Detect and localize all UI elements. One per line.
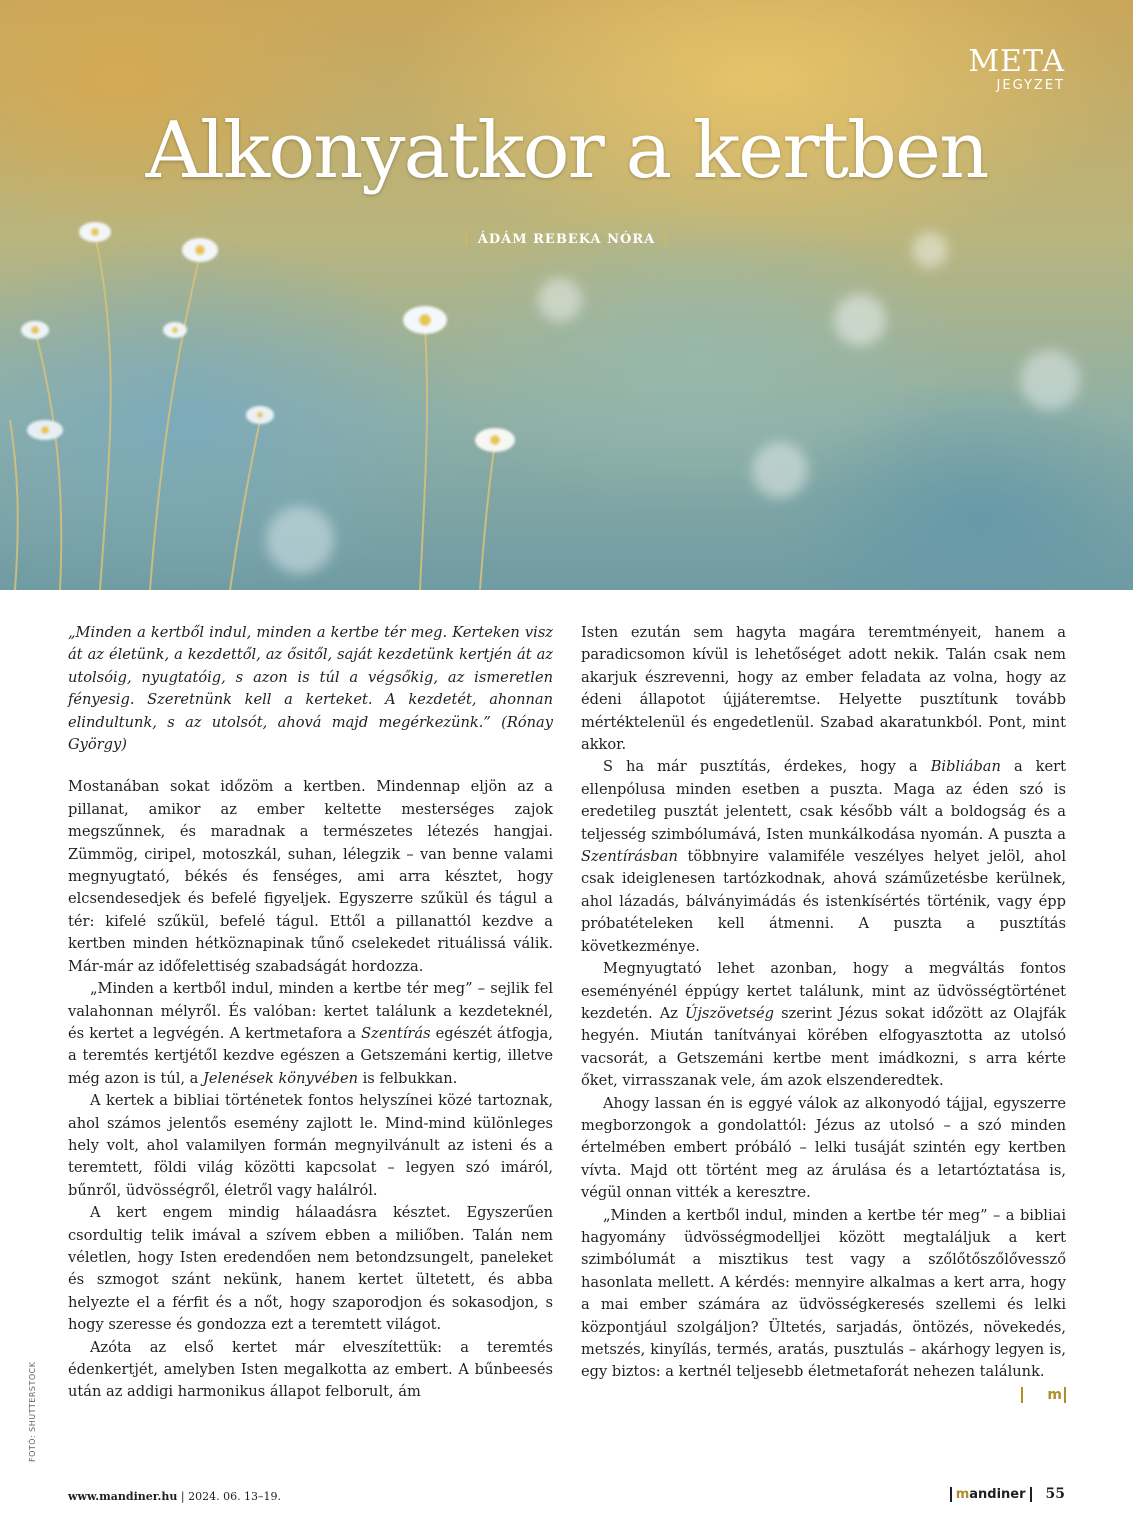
end-of-article-mark: m [1021, 1387, 1066, 1403]
right-column-paragraph: S ha már pusztítás, érdekes, hogy a Bibliában a kert ellenpólusa minden esetben a puszta. Maga az éden szó is eredetileg pusztát jelentett, csak később vált a boldogság és a teljesség szimbólumává, Isten munkálkodása nyomán. A puszta a Szentírásban többnyire valamiféle veszélyes helyet jelöl, ahol csak ideiglenesen tartózkodnak, ahová száműzetésbe kerülnek, ahol lázadás, bálványimádás és istenkísértés történik, vagy épp próbatételeken kell átmenni. A puszta a pusztítás következménye. [581, 758, 1066, 955]
right-column-paragraph: „Minden a kertből indul, minden a kertbe tér meg” – a bibliai hagyomány üdvösségmodelljei között megtaláljuk a kert szimbólumát a misztikus test vagy a szőlőtőszőlővessző hasonlata mellett. A kérdés: mennyire alkalmas a kert arra, hogy a mai ember számára az üdvösségkeresés szellemi és lelki központjául szolgáljon? Ültetés, sarjadás, öntözés, növekedés, metszés, kinyílás, termés, aratás, pusztulás – akárhogy legyen is, egy biztos: a kertnél teljesebb életmetaforát nehezen találunk. m [581, 1206, 1066, 1403]
hero-photo [0, 0, 1133, 590]
epigraph-quote: „Minden a kertből indul, minden a kertbe tér meg. Kerteken visz át az életünk, a kezdettől, az ősitől, saját kezdetünk kertjén át az utolsóig, nyugtatóig, s azon is túl a végsőkig, az ismeretlen fényesig. Szeretnünk kell a kerteket. A kezdetét, ahonnan elindultunk, s az utolsót, ahová majd megérkezünk.” (Rónay György) [68, 624, 553, 754]
byline-divider-right: | [663, 232, 669, 247]
footer-right [950, 1486, 1065, 1502]
left-column-paragraph: A kert engem mindig hálaadásra késztet. Egyszerűen csordultig telik imával a szívem ebben a miliőben. Talán nem véletlen, hogy Isten eredendően nem betondzsungelt, paneleket és szmogot szánt nekünk, hanem kertet ültetett, és abba helyezte el a férfit és a nőt, hogy szaporodjon és sokasodjon, s hogy szeresse és gondozza ezt a teremtett világot. [68, 1204, 553, 1334]
byline [0, 232, 1133, 247]
footer-left: www.mandiner.hu | 2024. 06. 13–19. [68, 1490, 282, 1503]
left-column-paragraph: Azóta az első kertet már elveszítettük: a teremtés édenkertjét, amelyben Isten megalkotta az embert. A bűnbeesés után az addigi harmonikus állapot felborult, ám [68, 1338, 553, 1401]
page-number: 55 [1045, 1486, 1065, 1502]
brand-logo [950, 1487, 1032, 1502]
website-link[interactable]: www.mandiner.hu [68, 1490, 178, 1503]
left-column-paragraph: A kertek a bibliai történetek fontos helyszínei közé tartoznak, ahol számos jelentős esemény zajlott le. Mind-mind különleges hely volt, ahol valamilyen formán megnyilvánult az isteni és a teremtett, földi világ közötti kapcsolat – legyen szó imáról, bűnről, üdvösségről, életről vagy halálról. [68, 1092, 553, 1199]
left-column-paragraph: „Minden a kertből indul, minden a kertbe tér meg” – sejlik fel valahonnan mélyről. És valóban: kertet találunk a kezdeteknél, és kertet a legvégén. A kertmetafora a Szentírás egészét átfogja, a teremtés kertjétől kezdve egészen a Getszemáni kertig, illetve még azon is túl, a Jelenések könyvében is felbukkan. [68, 980, 553, 1087]
right-column-paragraph: Megnyugtató lehet azonban, hogy a megváltás fontos eseményénél éppúgy kertet találunk, mint az üdvösségtörténet kezdetén. Az Újszövetség szerint Jézus sokat időzött az Olajfák hegyén. Miután tanítványai körében elfogyasztotta az utolsó vacsorát, a Getszemáni kertbe ment imádkozni, s arra kérte őket, virrasszanak vele, ám azok elszenderedtek. [581, 960, 1066, 1090]
left-column-paragraph: Mostanában sokat időzöm a kertben. Mindennap eljön az a pillanat, amikor az ember keltette mesterséges zajok megszűnnek, és maradnak a természetes létezés hangjai. Zümmög, ciripel, motoszkál, suhan, lélegzik – van benne valami megnyugtató, békés és fenséges, ami arra késztet, hogy elcsendesedjek és befelé figyeljek. Egyszerre szűkül és tágul a tér: kifelé szűkül, befelé tágul. Ettől a pillanattól kezdve a kertben minden hétköznapinak tűnő cselekedet rituálissá válik. Már-már az időfelettiség szabadságát hordozza. [68, 778, 553, 975]
article-column-left [68, 622, 553, 1404]
author-name: ÁDÁM REBEKA NÓRA [477, 232, 656, 247]
flower-illustration [0, 0, 1133, 590]
byline-divider-left: | [464, 232, 470, 247]
right-column-paragraph: Isten ezután sem hagyta magára teremtményeit, hanem a paradicsomon kívül is lehetőséget adott nekik. Talán csak nem akarjuk észrevenni, hogy az ember feladata az volna, hogy az édeni állapotot újjáteremtse. Helyette pusztítunk tovább mértéktelenül és engedetlenül. Szabad akaratunkból. Pont, mint akkor. [581, 624, 1066, 754]
brand-logo-text: andiner [969, 1486, 1026, 1502]
section-subtitle: JEGYZET [996, 78, 1065, 93]
article-column-right [581, 622, 1066, 1403]
section-tag [968, 46, 1065, 93]
section-name: META [968, 44, 1065, 79]
photo-credit: FOTÓ: SHUTTERSTOCK [28, 1361, 37, 1462]
brand-logo-initial: m [955, 1486, 970, 1502]
right-column-paragraph: Ahogy lassan én is eggyé válok az alkonyodó tájjal, egyszerre megborzongok a gondolattól: Jézus az utolsó – a szó minden értelmében embert próbáló – lelki tusáját szintén egy kertben vívta. Majd ott történt meg az árulása és a letartóztatása is, végül onnan vitték a keresztre. [581, 1094, 1066, 1202]
article-headline: Alkonyatkor a kertben [145, 106, 988, 196]
issue-date: 2024. 06. 13–19. [188, 1490, 282, 1503]
